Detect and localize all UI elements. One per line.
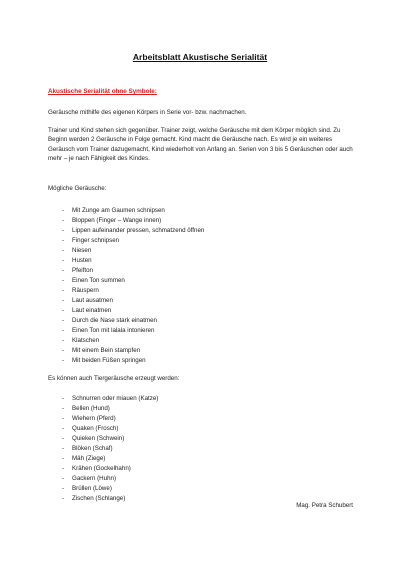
list-item: [62, 236, 204, 246]
list-item-text: Mäh (Ziege): [72, 455, 106, 462]
list-item-text: Wiehern (Pferd): [72, 415, 116, 422]
list-item-text: Brüllen (Löwe): [72, 485, 112, 492]
list-dash: -: [62, 217, 65, 224]
list-item: [62, 454, 158, 464]
list-item: [62, 474, 158, 484]
list-item: [62, 434, 158, 444]
animal-sounds-list: [62, 394, 158, 504]
list-dash: -: [62, 435, 65, 442]
list-item-text: Quaken (Frosch): [72, 425, 119, 432]
list-dash: -: [62, 405, 65, 412]
list-dash: -: [62, 237, 65, 244]
list-item: [62, 256, 204, 266]
list-item-text: Mit Zunge am Gaumen schnipsen: [72, 207, 165, 214]
list-item: [62, 316, 204, 326]
list-item-text: Laut ausatmen: [72, 297, 113, 304]
list-dash: -: [62, 485, 65, 492]
list-item: [62, 346, 204, 356]
list-item-text: Bloppen (Finger – Wange innen): [72, 217, 162, 224]
list-item: [62, 206, 204, 216]
list-dash: -: [62, 297, 65, 304]
list-dash: -: [62, 277, 65, 284]
list-item-text: Schnurren oder miauen (Katze): [72, 395, 159, 402]
list-item-text: Krähen (Gockelhahn): [72, 465, 131, 472]
list-item: [62, 414, 158, 424]
sounds-list-heading: Mögliche Geräusche:: [48, 185, 107, 192]
instructions-paragraph: Trainer und Kind stehen sich gegenüber. Trainer zeigt, welche Geräusche mit dem Körper möglich sind. Zu Beginn werden 2 Geräusche in Folge gemacht. Kind macht die Geräusche nach. Es wird je ein weiteres Geräusch vom Trainer dazugemacht, Kind wiederholt von Anfang an. Serien von 3 bis 5 Geräuschen oder auch mehr – je nach Fähigkeit des Kindes.: [48, 127, 353, 162]
list-item-text: Blöken (Schaf): [72, 445, 113, 452]
list-item-text: Finger schnipsen: [72, 237, 120, 244]
list-dash: -: [62, 395, 65, 402]
list-item-text: Einen Ton summen: [72, 277, 125, 284]
list-item-text: Gackern (Huhn): [72, 475, 117, 482]
list-dash: -: [62, 465, 65, 472]
list-dash: -: [62, 307, 65, 314]
list-item: [62, 404, 158, 414]
list-item: [62, 464, 158, 474]
list-item: [62, 424, 158, 434]
list-item: [62, 266, 204, 276]
sounds-list: [62, 206, 204, 366]
list-item-text: Räuspern: [72, 287, 99, 294]
list-item: [62, 226, 204, 236]
list-dash: -: [62, 455, 65, 462]
list-item-text: Mit beiden Füßen springen: [72, 357, 146, 364]
list-item: [62, 326, 204, 336]
list-dash: -: [62, 475, 65, 482]
list-item: [62, 356, 204, 366]
list-item-text: Niesen: [72, 247, 92, 254]
list-item-text: Durch die Nase stark einatmen: [72, 317, 157, 324]
list-dash: -: [62, 257, 65, 264]
animal-sounds-heading: Es können auch Tiergeräusche erzeugt werden:: [48, 375, 180, 382]
list-item: [62, 296, 204, 306]
list-dash: -: [62, 337, 65, 344]
list-item: [62, 494, 158, 504]
list-item: [62, 336, 204, 346]
list-item: [62, 216, 204, 226]
list-dash: -: [62, 227, 65, 234]
list-dash: -: [62, 357, 65, 364]
list-dash: -: [62, 445, 65, 452]
page-title: Arbeitsblatt Akustische Serialität: [132, 52, 268, 62]
author-signature: Mag. Petra Schubert: [296, 502, 353, 509]
list-item: [62, 484, 158, 494]
list-dash: -: [62, 207, 65, 214]
list-item-text: Mit einem Bein stampfen: [72, 347, 141, 354]
list-item-text: Quieken (Schwein): [72, 435, 125, 442]
list-dash: -: [62, 267, 65, 274]
list-item-text: Einen Ton mit lalala intonieren: [72, 327, 155, 334]
list-item: [62, 246, 204, 256]
list-dash: -: [62, 327, 65, 334]
list-item-text: Bellen (Hund): [72, 405, 110, 412]
list-item: [62, 394, 158, 404]
list-item-text: Klatschen: [72, 337, 100, 344]
list-item: [62, 444, 158, 454]
list-dash: -: [62, 247, 65, 254]
list-dash: -: [62, 495, 65, 502]
list-item-text: Laut einatmen: [72, 307, 112, 314]
list-dash: -: [62, 317, 65, 324]
list-item-text: Zischen (Schlange): [72, 495, 126, 502]
list-dash: -: [62, 287, 65, 294]
list-dash: -: [62, 415, 65, 422]
intro-paragraph: Geräusche mithilfe des eigenen Körpers in Serie vor- bzw. nachmachen.: [48, 109, 247, 116]
list-item: [62, 286, 204, 296]
list-dash: -: [62, 347, 65, 354]
list-item: [62, 306, 204, 316]
section-heading: Akustische Serialität ohne Symbole:: [48, 88, 157, 95]
list-item-text: Lippen aufeinander pressen, schmatzend öffnen: [72, 227, 205, 234]
list-item-text: Pfeifton: [72, 267, 93, 274]
list-item: [62, 276, 204, 286]
list-item-text: Husten: [72, 257, 92, 264]
list-dash: -: [62, 425, 65, 432]
